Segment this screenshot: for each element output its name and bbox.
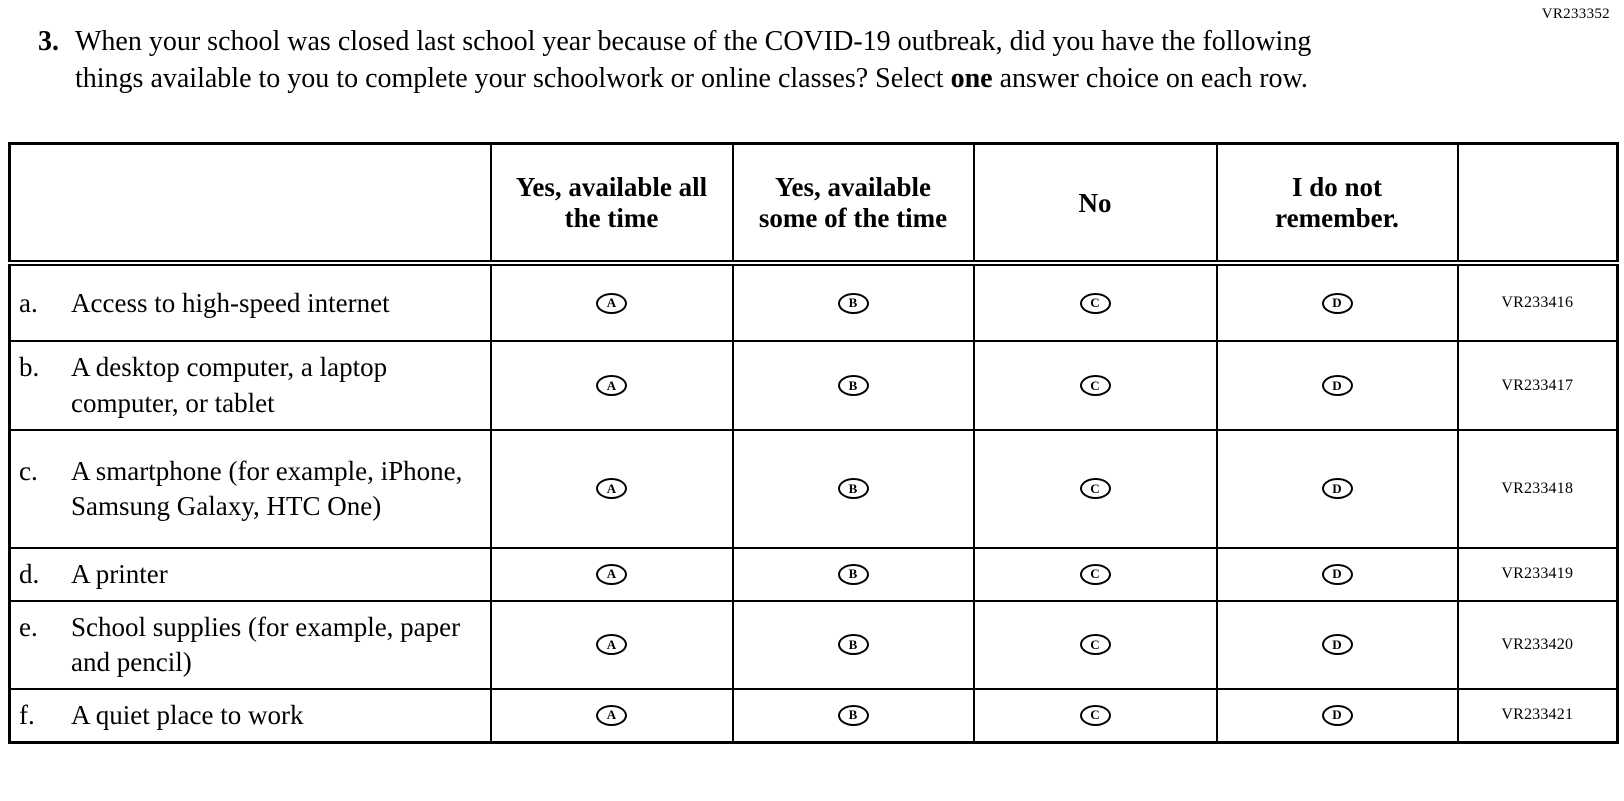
header-empty-item [10,143,491,263]
item-cell [10,548,491,601]
item-code: VR233419 [1458,548,1618,601]
answer-bubble[interactable]: B [838,634,869,655]
choice-cell [1217,263,1458,341]
answer-bubble[interactable]: C [1080,564,1111,585]
item-code: VR233417 [1458,341,1618,429]
choice-cell [974,263,1217,341]
table-row [10,689,1618,743]
question-text-part1: When your school was closed last school year because of the COVID-19 outbreak, did you have the following things available to you to complete your schoolwork or online classes? Select [75,26,1312,94]
choice-cell [733,430,974,548]
answer-bubble[interactable]: A [596,634,627,655]
item-letter: f. [19,699,35,730]
header-yes-some-time: Yes, available some of the time [733,143,974,263]
choice-cell [491,263,733,341]
answer-bubble[interactable]: D [1322,375,1353,396]
choice-cell [491,341,733,429]
form-code: VR233352 [1541,6,1610,22]
table-row [10,601,1618,689]
answer-bubble[interactable]: D [1322,564,1353,585]
answer-bubble[interactable]: B [838,293,869,314]
item-letter: d. [19,558,40,589]
item-label: A smartphone (for example, iPhone, Samsung Galaxy, HTC One) [71,455,463,521]
header-yes-all-time: Yes, available all the time [491,143,733,263]
table-row [10,341,1618,429]
choice-cell [1217,689,1458,743]
item-label: Access to high-speed internet [71,287,390,318]
choice-cell [733,548,974,601]
item-cell [10,601,491,689]
item-letter: a. [19,287,38,318]
answer-bubble[interactable]: D [1322,293,1353,314]
header-do-not-remember: I do not remember. [1217,143,1458,263]
item-code: VR233421 [1458,689,1618,743]
answer-bubble[interactable]: C [1080,375,1111,396]
choice-cell [491,548,733,601]
answer-bubble[interactable]: D [1322,634,1353,655]
choice-cell [974,430,1217,548]
table-row [10,430,1618,548]
table-row [10,263,1618,341]
answer-bubble[interactable]: C [1080,634,1111,655]
answer-bubble[interactable]: A [596,293,627,314]
choice-cell [491,689,733,743]
item-cell [10,341,491,429]
question-text-bold: one [950,62,993,94]
choice-cell [733,601,974,689]
answer-bubble[interactable]: C [1080,293,1111,314]
choice-cell [1217,430,1458,548]
question-text-part2: answer choice on each row. [992,62,1308,94]
choice-cell [1217,548,1458,601]
item-cell [10,430,491,548]
choice-cell [491,601,733,689]
answer-bubble[interactable]: B [838,564,869,585]
choice-cell [1217,601,1458,689]
item-code: VR233418 [1458,430,1618,548]
choice-cell [974,601,1217,689]
answer-bubble[interactable]: B [838,375,869,396]
answer-bubble[interactable]: B [838,478,869,499]
choice-cell [733,689,974,743]
item-code: VR233416 [1458,263,1618,341]
answer-bubble[interactable]: D [1322,478,1353,499]
question-number: 3. [38,26,59,57]
answer-bubble[interactable]: D [1322,705,1353,726]
choice-cell [974,341,1217,429]
item-letter: c. [19,455,38,486]
question-block [38,24,1624,98]
item-letter: e. [19,611,38,642]
choice-cell [491,430,733,548]
item-label: A desktop computer, a laptop computer, or tablet [71,352,388,418]
answer-bubble[interactable]: A [596,705,627,726]
item-label: School supplies (for example, paper and pencil) [71,611,461,677]
choice-cell [1217,341,1458,429]
header-row [10,143,1618,263]
table-row [10,548,1618,601]
item-letter: b. [19,352,40,383]
header-no: No [974,143,1217,263]
answer-bubble[interactable]: A [596,478,627,499]
item-label: A printer [71,558,168,589]
choice-cell [733,263,974,341]
answer-bubble[interactable]: C [1080,478,1111,499]
item-cell [10,263,491,341]
choice-cell [733,341,974,429]
item-code: VR233420 [1458,601,1618,689]
item-cell [10,689,491,743]
answer-bubble[interactable]: C [1080,705,1111,726]
availability-table [8,142,1619,744]
question-text [75,24,1355,98]
choice-cell [974,548,1217,601]
choice-cell [974,689,1217,743]
answer-bubble[interactable]: A [596,375,627,396]
item-label: A quiet place to work [71,699,304,730]
header-empty-code [1458,143,1618,263]
answer-bubble[interactable]: B [838,705,869,726]
answer-bubble[interactable]: A [596,564,627,585]
